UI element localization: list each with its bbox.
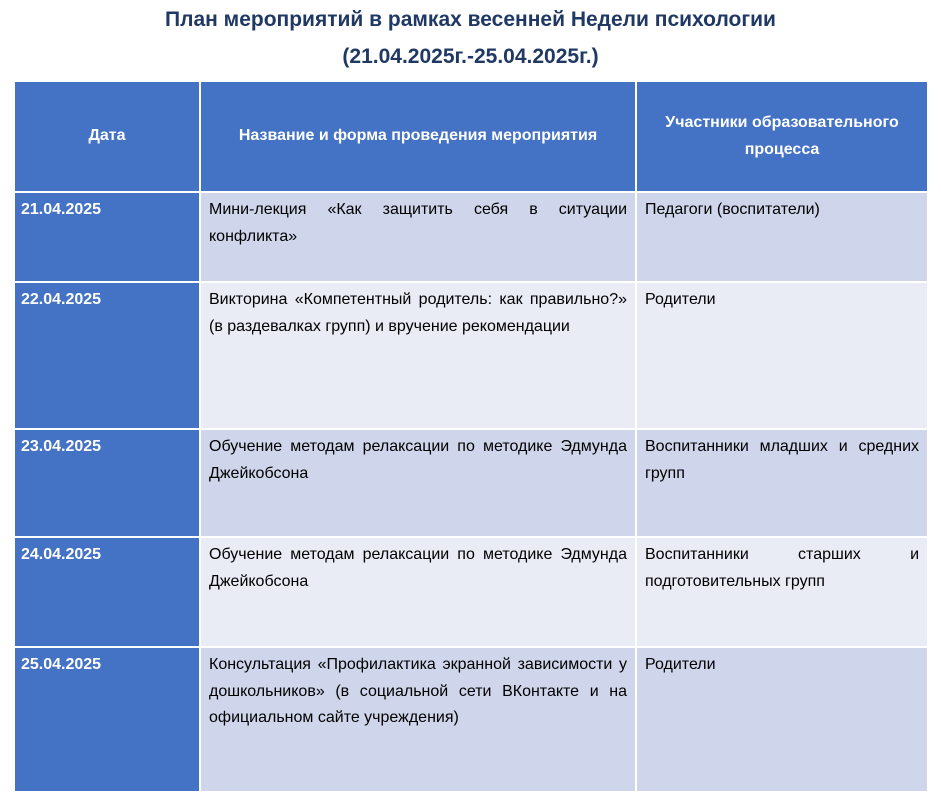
row-participants: Воспитанники младших и средних групп xyxy=(636,429,928,537)
row-date: 25.04.2025 xyxy=(14,647,200,792)
row-event: Викторина «Компетентный родитель: как правильно?» (в раздевалках групп) и вручение рекомендации xyxy=(200,282,636,429)
header-participants: Участники образовательного процесса xyxy=(636,81,928,192)
row-event: Консультация «Профилактика экранной зависимости у дошкольников» (в социальной сети ВКонтакте и на официальном сайте учреждения) xyxy=(200,647,636,792)
header-date: Дата xyxy=(14,81,200,192)
table-row xyxy=(14,537,928,647)
table-row xyxy=(14,647,928,792)
table-row xyxy=(14,282,928,429)
row-participants: Родители xyxy=(636,647,928,792)
row-event: Мини-лекция «Как защитить себя в ситуации конфликта» xyxy=(200,192,636,282)
header-event: Название и форма проведения мероприятия xyxy=(200,81,636,192)
table-row xyxy=(14,192,928,282)
row-event: Обучение методам релаксации по методике Эдмунда Джейкобсона xyxy=(200,429,636,537)
row-date: 24.04.2025 xyxy=(14,537,200,647)
row-date: 21.04.2025 xyxy=(14,192,200,282)
date-range-subtitle: (21.04.2025г.-25.04.2025г.) xyxy=(342,45,599,68)
row-participants: Родители xyxy=(636,282,928,429)
events-table xyxy=(13,80,929,793)
table-header-row xyxy=(14,81,928,192)
page-title: План мероприятий в рамках весенней Недели психологии xyxy=(165,8,776,31)
row-date: 22.04.2025 xyxy=(14,282,200,429)
row-participants: Воспитанники старших и подготовительных групп xyxy=(636,537,928,647)
row-participants: Педагоги (воспитатели) xyxy=(636,192,928,282)
table-row xyxy=(14,429,928,537)
row-date: 23.04.2025 xyxy=(14,429,200,537)
row-event: Обучение методам релаксации по методике Эдмунда Джейкобсона xyxy=(200,537,636,647)
